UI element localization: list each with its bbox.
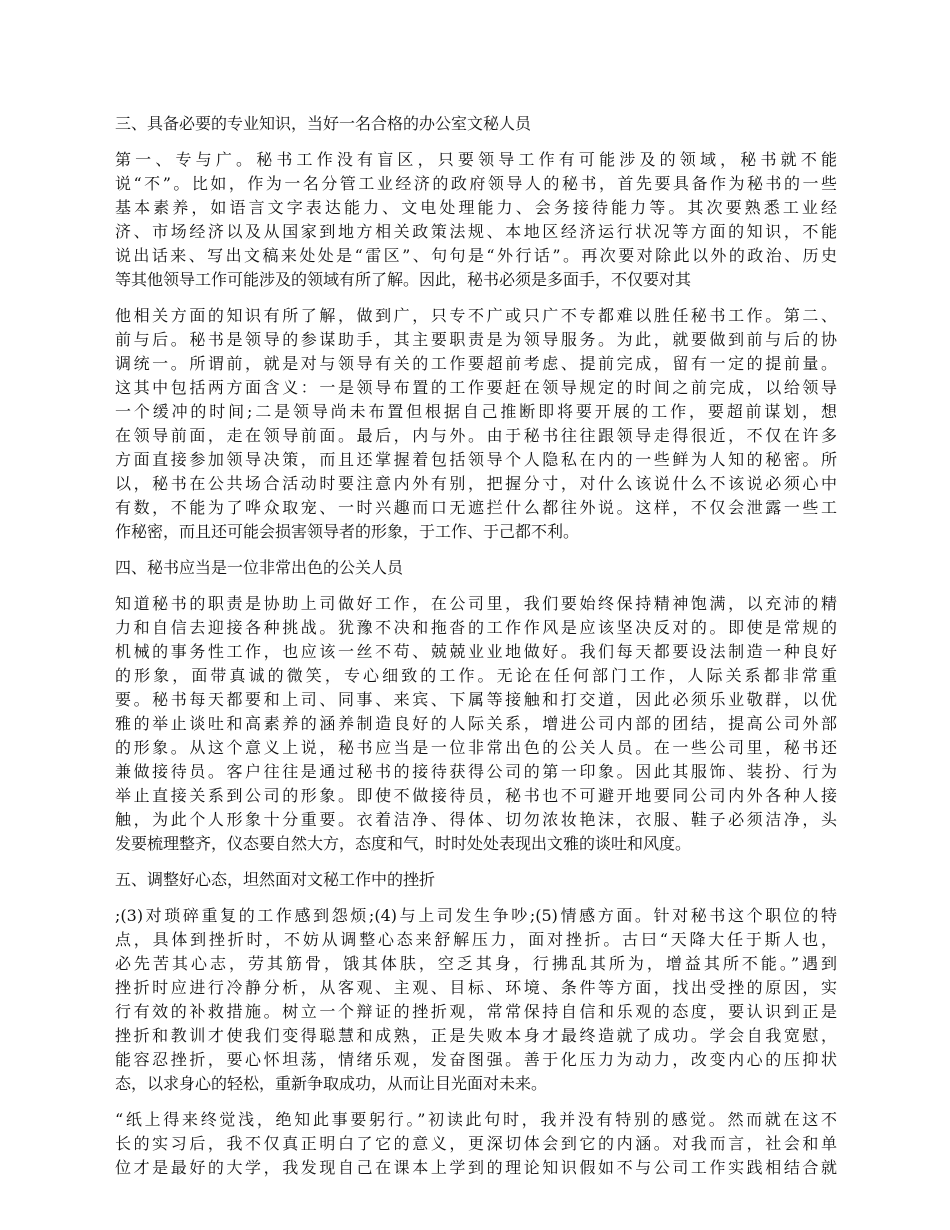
text-line: 的形象。从这个意义上说，秘书应当是一位非常出色的公关人员。在一些公司里，秘书还 <box>115 738 837 757</box>
text-line: 调统一。所谓前，就是对与领导有关的工作要超前考虑、提前完成，留有一定的提前量。 <box>115 354 837 373</box>
text-line: 在领导前面，走在领导前面。最后，内与外。由于秘书往往跟领导走得很近，不仅在许多 <box>115 426 837 445</box>
text-line: 等其他领导工作可能涉及的领域有所了解。因此，秘书必须是多面手，不仅要对其 <box>115 270 692 289</box>
section-heading: 三、具备必要的专业知识，当好一名合格的办公室文秘人员 <box>115 114 532 133</box>
text-line: 方面直接参加领导决策，而且还掌握着包括领导个人隐私在内的一些鲜为人知的秘密。所 <box>115 450 837 469</box>
text-line: 一个缓冲的时间;二是领导尚未布置但根据自己推断即将要开展的工作，要超前谋划，想 <box>115 402 837 421</box>
text-line: 作秘密，而且还可能会损害领导者的形象，于工作、于己都不利。 <box>115 522 580 541</box>
text-line: ;(3)对琐碎重复的工作感到怨烦;(4)与上司发生争吵;(5)情感方面。针对秘书这个职位的特 <box>115 906 837 925</box>
text-line: 必先苦其心志，劳其筋骨，饿其体肤，空乏其身，行拂乱其所为，增益其所不能。”遇到 <box>115 954 837 973</box>
text-line: 这其中包括两方面含义：一是领导布置的工作要赶在领导规定的时间之前完成，以给领导 <box>115 378 837 397</box>
section-heading: 五、调整好心态，坦然面对文秘工作中的挫折 <box>115 870 436 889</box>
text-line: 举止直接关系到公司的形象。即使不做接待员，秘书也不可避开地要同公司内外各种人接 <box>115 786 837 805</box>
text-line: 知道秘书的职责是协助上司做好工作，在公司里，我们要始终保持精神饱满，以充沛的精 <box>115 594 837 613</box>
text-line: 点，具体到挫折时，不妨从调整心态来舒解压力，面对挫折。古曰“天降大任于斯人也， <box>115 930 837 949</box>
text-line: 的形象，面带真诚的微笑，专心细致的工作。无论在任何部门工作，人际关系都非常重 <box>115 666 837 685</box>
text-line: 以，秘书在公共场合活动时要注意内外有别，把握分寸，对什么该说什么不该说必须心中 <box>115 474 837 493</box>
paragraph <box>115 592 837 856</box>
section-heading: 四、秘书应当是一位非常出色的公关人员 <box>115 558 404 577</box>
text-line: 挫折和教训才使我们变得聪慧和成熟，正是失败本身才最终造就了成功。学会自我宽慰， <box>115 1026 837 1045</box>
document-page <box>115 112 837 1192</box>
paragraph <box>115 148 837 292</box>
text-line: 力和自信去迎接各种挑战。犹豫不决和拖沓的工作作风是应该坚决反对的。即使是常规的 <box>115 618 837 637</box>
text-line: 基本素养，如语言文字表达能力、文电处理能力、会务接待能力等。其次要熟悉工业经 <box>115 198 837 217</box>
text-line: 说出话来、写出文稿来处处是“雷区”、句句是“外行话”。再次要对除此以外的政治、历史 <box>115 246 837 265</box>
text-line: 雅的举止谈吐和高素养的涵养制造良好的人际关系，增进公司内部的团结，提高公司外部 <box>115 714 837 733</box>
paragraph <box>115 1108 837 1180</box>
text-line: 第一、专与广。秘书工作没有盲区，只要领导工作有可能涉及的领域，秘书就不能 <box>115 150 837 169</box>
text-line: 能容忍挫折，要心怀坦荡，情绪乐观，发奋图强。善于化压力为动力，改变内心的压抑状 <box>115 1050 837 1069</box>
text-line: 说“不”。比如，作为一名分管工业经济的政府领导人的秘书，首先要具备作为秘书的一些 <box>115 174 837 193</box>
text-line: 行有效的补救措施。树立一个辩证的挫折观，常常保持自信和乐观的态度，要认识到正是 <box>115 1002 837 1021</box>
text-line: 兼做接待员。客户往往是通过秘书的接待获得公司的第一印象。因此其服饰、装扮、行为 <box>115 762 837 781</box>
paragraph <box>115 304 837 544</box>
text-line: 长的实习后，我不仅真正明白了它的意义，更深切体会到它的内涵。对我而言，社会和单 <box>115 1134 837 1153</box>
text-line: 要。秘书每天都要和上司、同事、来宾、下属等接触和打交道，因此必须乐业敬群，以优 <box>115 690 837 709</box>
text-line: 他相关方面的知识有所了解，做到广，只专不广或只广不专都难以胜任秘书工作。第二、 <box>115 306 837 325</box>
paragraph <box>115 904 837 1096</box>
text-line: 发要梳理整齐，仪态要自然大方，态度和气，时时处处表现出文雅的谈吐和风度。 <box>115 834 692 853</box>
text-line: 位才是最好的大学，我发现自己在课本上学到的理论知识假如不与公司工作实践相结合就 <box>115 1158 837 1177</box>
text-line: 前与后。秘书是领导的参谋助手，其主要职责是为领导服务。为此，就要做到前与后的协 <box>115 330 837 349</box>
text-line: 挫折时应进行冷静分析，从客观、主观、目标、环境、条件等方面，找出受挫的原因，实 <box>115 978 837 997</box>
text-line: 态，以求身心的轻松，重新争取成功，从而让目光面对未来。 <box>115 1074 548 1093</box>
text-line: “纸上得来终觉浅，绝知此事要躬行。”初读此句时，我并没有特别的感觉。然而就在这不 <box>115 1110 837 1129</box>
text-line: 触，为此个人形象十分重要。衣着洁净、得体、切勿浓妆艳沫，衣服、鞋子必须洁净，头 <box>115 810 837 829</box>
text-line: 有数，不能为了哗众取宠、一时兴趣而口无遮拦什么都往外说。这样，不仅会泄露一些工 <box>115 498 837 517</box>
text-line: 济、市场经济以及从国家到地方相关政策法规、本地区经济运行状况等方面的知识，不能 <box>115 222 837 241</box>
text-line: 机械的事务性工作，也应该一丝不苟、兢兢业业地做好。我们每天都要设法制造一种良好 <box>115 642 837 661</box>
